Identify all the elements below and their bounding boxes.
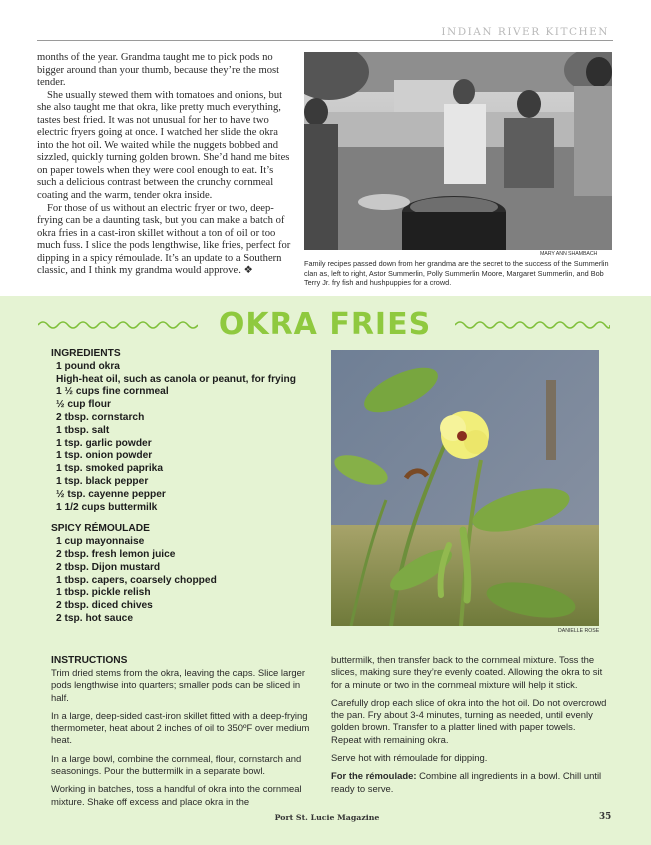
ingredient-item: 1 tsp. black pepper [56,475,149,487]
intro-paragraph: She usually stewed them with tomatoes and onions, but she also taught me that okra, like pretty much everything, tastes best fried. It was not unusual for her to have two electric fryers going at once. I watched her slide the okra into the hot oil. We waited while the nuggets bobbed and sizzled, quickly turning golden brown. She’d hand me bites on paper towels when they were cool enough to eat. It’s such a delicious contrast between the crunchy cornmeal coating and the warm, tender okra inside. [37,89,290,202]
remoulade-item: 1 tbsp. capers, coarsely chopped [56,574,217,586]
ingredients-list [51,348,296,626]
photo-credit: MARY ANN SHAMBACH [540,251,598,257]
ingredient-item: ½ tsp. cayenne pepper [56,488,166,500]
decorative-squiggle-left [38,318,198,332]
page-number: 35 [599,812,612,822]
instruction-step: Serve hot with rémoulade for dipping. [331,753,488,765]
magazine-name: Port St. Lucie Magazine [274,813,380,822]
instruction-step: Working in batches, toss a handful of okra into the cornmeal mixture. Shake off excess and place okra in the [51,784,302,808]
instruction-step: Trim dried stems from the okra, leaving the caps. Slice larger pods lengthwise into quarters; smaller pods can be sliced in half. [51,668,306,704]
ingredient-item: 1 tsp. smoked paprika [56,463,164,475]
photo-caption: Family recipes passed down from her grandma are the secret to the success of the Summerlin clan as, left to right, Astor Summerlin, Polly Summerlin Moore, Margaret Summerlin, and Bob Terry Jr. fry fish and hushpuppies for a crowd. [304,259,609,288]
remoulade-item: 2 tbsp. Dijon mustard [56,561,161,573]
instructions-right-column [331,655,607,802]
section-title: INDIAN RIVER KITCHEN [441,26,609,38]
intro-paragraph: months of the year. Grandma taught me to pick pods no bigger around than your thumb, because they’re the most tender. [37,52,280,89]
remoulade-heading: SPICY RÉMOULADE [51,523,150,535]
intro-story [37,52,293,278]
instructions-heading: INSTRUCTIONS [51,655,128,666]
ingredient-item: High-heat oil, such as canola or peanut, for frying [56,373,297,385]
ingredient-item: 2 tbsp. cornstarch [56,411,145,423]
ingredient-item: 1 tsp. garlic powder [56,437,152,449]
instruction-step: In a large bowl, combine the cornmeal, flour, cornstarch and seasonings. Pour the buttermilk in a separate bowl. [51,753,302,778]
ingredient-item: ½ cup flour [56,399,111,411]
ingredient-item: 1 pound okra [56,360,120,372]
recipe-title: OKRA FRIES [218,307,432,342]
ingredient-item: 1 tsp. onion powder [56,450,153,462]
remoulade-step-text: Combine all ingredients in a bowl. Chill until ready to serve. [331,771,602,795]
remoulade-item: 2 tbsp. diced chives [56,600,153,612]
remoulade-item: 1 cup mayonnaise [56,536,145,548]
family-frying-photo [304,52,612,250]
remoulade-item: 2 tsp. hot sauce [56,612,133,624]
instruction-step: In a large, deep-sided cast-iron skillet fitted with a deep-frying thermometer, heat about 2 inches of oil to 350ºF over medium heat. [51,710,310,747]
intro-paragraph: For those of us without an electric fryer or two, deep-frying can be a daunting task, but you can make a batch of okra fries in a cast-iron skillet without a ton of oil or too much fuss. I slice the pods lengthwise, like fries, perfect for dipping in a spicy rémoulade. It’s an update to a Southern classic, and I think my grandma would approve. ❖ [37,202,291,277]
okra-photo-credit: DANIELLE ROSE [558,628,600,634]
okra-plant-photo-image [331,350,599,626]
instructions-left-column [51,668,319,815]
remoulade-item: 2 tbsp. fresh lemon juice [56,548,176,560]
remoulade-step [331,771,607,796]
instruction-step: Carefully drop each slice of okra into the hot oil. Do not overcrowd the pan. Fry about 3-4 minutes, turning as needed, until evenly golden brown. Transfer to a platter lined with paper towels. Repeat with remaining okra. [331,697,607,746]
ingredient-item: 1 ½ cups fine cornmeal [56,386,169,398]
ingredients-heading: INGREDIENTS [51,348,121,359]
okra-plant-photo [331,350,599,626]
ingredient-item: 1 tbsp. salt [56,424,110,436]
family-frying-photo-image [304,52,612,250]
instruction-step: buttermilk, then transfer back to the cornmeal mixture. Toss the slices, making sure they’re evenly coated. Allowing the okra to sit for a minute or two in the cornmeal mixture will help it stick. [331,655,603,691]
decorative-squiggle-right [455,318,610,332]
section-header [37,22,613,41]
ingredient-item: 1 1/2 cups buttermilk [56,501,158,513]
remoulade-step-label: For the rémoulade: [331,771,417,783]
remoulade-item: 1 tbsp. pickle relish [56,587,151,599]
